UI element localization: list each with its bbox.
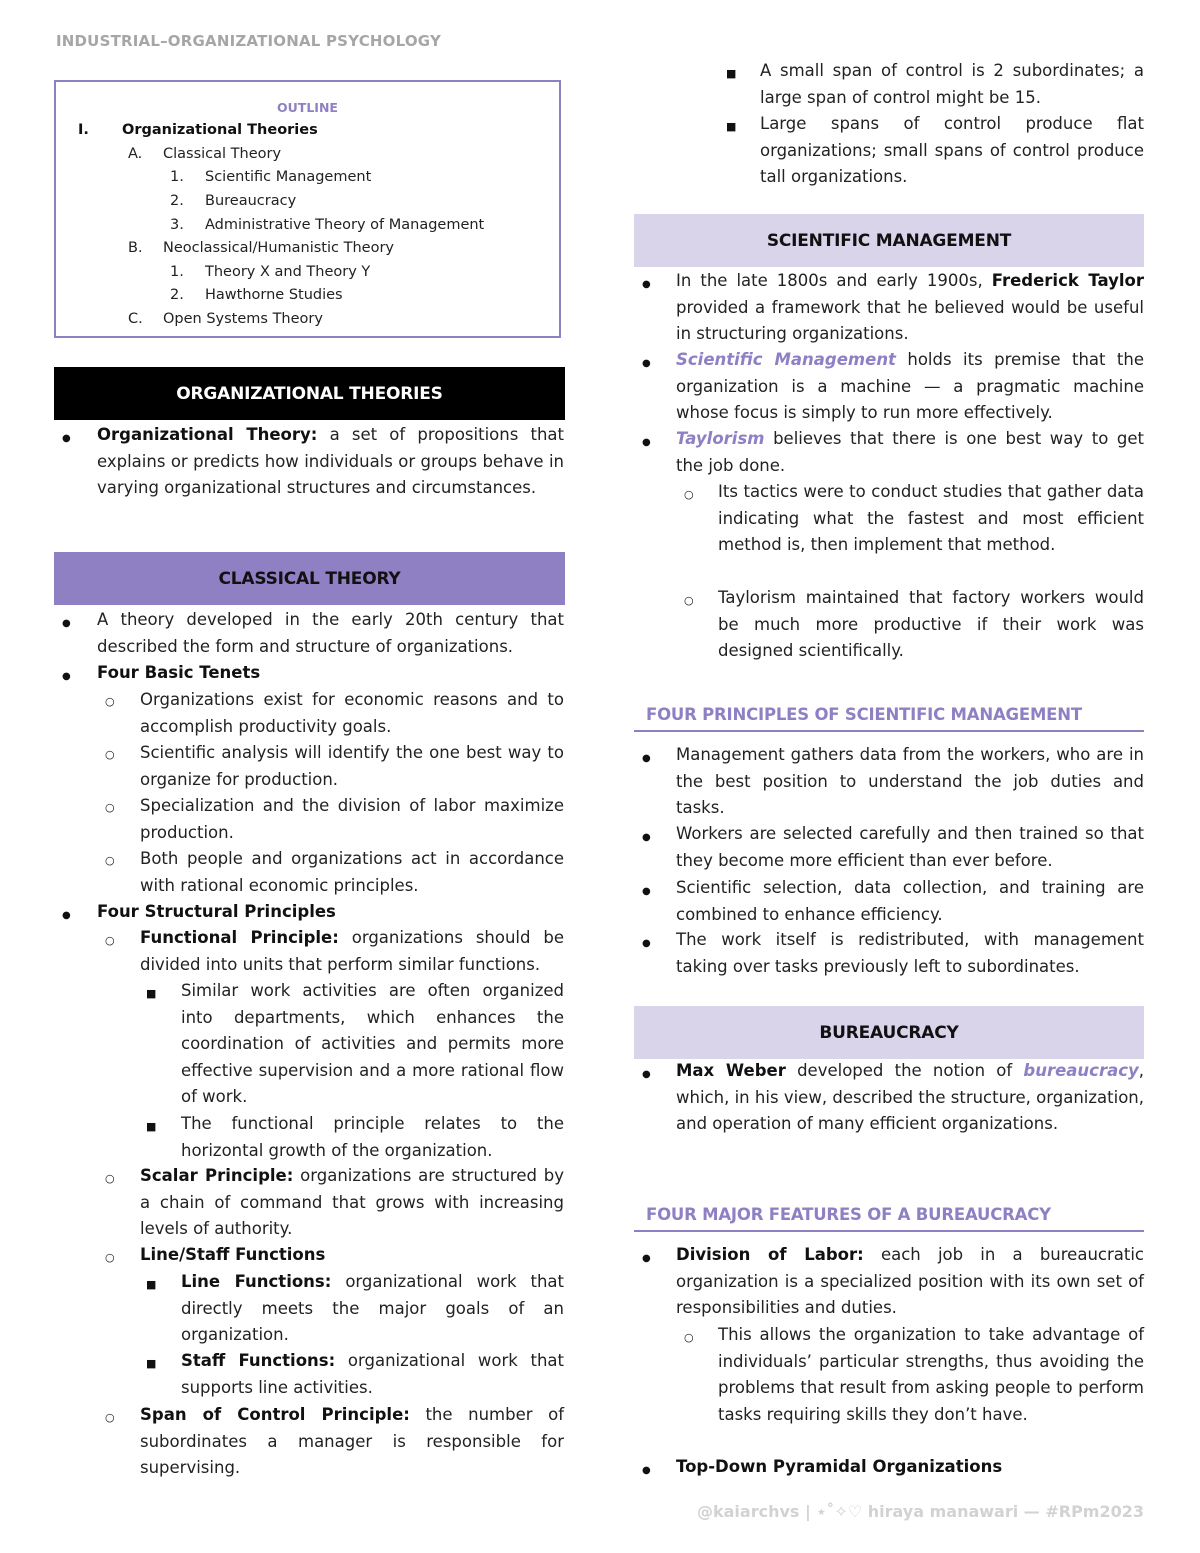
tenet-item: Scientific analysis will identify the one best way to organize for production. xyxy=(140,743,564,789)
span-sub-item: Large spans of control produce flat organizations; small spans of control produce tall organizations. xyxy=(760,114,1144,187)
division-of-labor: Division of Labor: each job in a bureaucratic organization is a specialized position with its own set of responsibilities and duties. xyxy=(676,1245,1144,1318)
taylorism: Taylorism believes that there is one best way to get the job done. xyxy=(676,429,1144,475)
tenet-item: Specialization and the division of labor maximize production. xyxy=(140,796,564,842)
bullet-circle xyxy=(684,592,694,608)
bullet-dot xyxy=(642,1065,651,1081)
principle-item: Management gathers data from the workers, who are in the best position to understand the job duties and tasks. xyxy=(676,745,1144,818)
page-header: INDUSTRIAL–ORGANIZATIONAL PSYCHOLOGY xyxy=(56,32,442,50)
outline-title: OUTLINE xyxy=(277,100,338,115)
functional-sub-item: The functional principle relates to the horizontal growth of the organization. xyxy=(181,1114,564,1160)
outline-box: OUTLINE I. Organizational Theories A. Classical Theory 1. Scientific Management 2. Bureaucracy 3. Administrative Theory of Management B. Neoclassical/Humanistic Theory 1. Theory X and Theory Y 2. Hawthorne Studies C. Open Systems Theory xyxy=(54,80,561,338)
bullet-dot xyxy=(62,667,71,683)
bullet-circle xyxy=(105,932,115,948)
bullet-square xyxy=(146,1276,156,1292)
bullet-dot xyxy=(642,354,651,370)
bullet-square xyxy=(146,1355,156,1371)
bullet-dot xyxy=(642,275,651,291)
bullet-square xyxy=(726,65,736,81)
org-theory-definition: Organizational Theory: a set of propositions that explains or predicts how individuals or groups behave in varying organizational structures and circumstances. xyxy=(97,425,564,498)
bullet-dot xyxy=(62,614,71,630)
bullet-square xyxy=(146,1118,156,1134)
bullet-square xyxy=(726,118,736,134)
bullet-dot xyxy=(642,1249,651,1265)
bullet-dot xyxy=(642,828,651,844)
bullet-circle xyxy=(105,746,115,762)
scientific-management-premise: Scientific Management holds its premise that the organization is a machine — a pragmatic machine whose focus is simply to run more effectively. xyxy=(676,350,1144,423)
tenets-label: Four Basic Tenets xyxy=(97,663,261,682)
weber-bureaucracy: Max Weber developed the notion of bureaucracy, which, in his view, described the structure, organization, and operation of many efficient organizations. xyxy=(676,1061,1144,1134)
bullet-circle xyxy=(105,1249,115,1265)
bullet-square xyxy=(146,985,156,1001)
bullet-circle xyxy=(105,1409,115,1425)
classical-intro: A theory developed in the early 20th century that described the form and structure of organizations. xyxy=(97,610,564,656)
taylorism-sub-item: Taylorism maintained that factory workers would be much more productive if their work was designed scientifically. xyxy=(718,588,1144,661)
bullet-circle xyxy=(105,1170,115,1186)
taylorism-sub-item: Its tactics were to conduct studies that gather data indicating what the fastest and most efficient method is, then implement that method. xyxy=(718,482,1144,555)
bullet-circle xyxy=(105,799,115,815)
page-footer: @kaiarchvs | ⋆˚✧♡ hiraya manawari — #RPm2023 xyxy=(696,1502,1144,1521)
bullet-dot xyxy=(62,429,71,445)
bureaucracy-banner: BUREAUCRACY xyxy=(634,1006,1144,1059)
bullet-circle xyxy=(684,1329,694,1345)
four-principles-heading: FOUR PRINCIPLES OF SCIENTIFIC MANAGEMENT xyxy=(634,705,1144,732)
bullet-circle xyxy=(684,486,694,502)
functional-principle: Functional Principle: organizations should be divided into units that perform similar functions. xyxy=(140,928,564,974)
line-staff-label: Line/Staff Functions xyxy=(140,1245,326,1264)
principle-item: Scientific selection, data collection, and training are combined to enhance efficiency. xyxy=(676,878,1144,924)
scientific-management-banner: SCIENTIFIC MANAGEMENT xyxy=(634,214,1144,267)
structural-label: Four Structural Principles xyxy=(97,902,336,921)
functional-sub-item: Similar work activities are often organized into departments, which enhances the coordination of activities and permits more effective supervision and a more rational flow of work. xyxy=(181,981,564,1107)
line-functions: Line Functions: organizational work that directly meets the major goals of an organization. xyxy=(181,1272,564,1345)
bullet-dot xyxy=(642,433,651,449)
tenet-item: Organizations exist for economic reasons and to accomplish productivity goals. xyxy=(140,690,564,736)
taylor-framework: In the late 1800s and early 1900s, Frederick Taylor provided a framework that he believed would be useful in structuring organizations. xyxy=(676,271,1144,344)
bullet-dot xyxy=(62,906,71,922)
tenet-item: Both people and organizations act in accordance with rational economic principles. xyxy=(140,849,564,895)
principle-item: Workers are selected carefully and then trained so that they become more efficient than ever before. xyxy=(676,824,1144,870)
division-sub-item: This allows the organization to take advantage of individuals’ particular strengths, thus avoiding the problems that result from asking people to perform tasks requiring skills they don’t have. xyxy=(718,1325,1144,1424)
bullet-circle xyxy=(105,693,115,709)
staff-functions: Staff Functions: organizational work that supports line activities. xyxy=(181,1351,564,1397)
scalar-principle: Scalar Principle: organizations are structured by a chain of command that grows with increasing levels of authority. xyxy=(140,1166,565,1239)
top-down-label: Top-Down Pyramidal Organizations xyxy=(676,1457,1003,1476)
org-theories-banner: ORGANIZATIONAL THEORIES xyxy=(54,367,565,420)
bullet-dot xyxy=(642,882,651,898)
bureaucracy-features-heading: FOUR MAJOR FEATURES OF A BUREAUCRACY xyxy=(634,1205,1144,1232)
bullet-dot xyxy=(642,934,651,950)
span-of-control: Span of Control Principle: the number of subordinates a manager is responsible for supervising. xyxy=(140,1405,564,1478)
bullet-dot xyxy=(642,1461,651,1477)
classical-theory-banner: CLASSICAL THEORY xyxy=(54,552,565,605)
principle-item: The work itself is redistributed, with management taking over tasks previously left to subordinates. xyxy=(676,930,1144,976)
bullet-dot xyxy=(642,749,651,765)
bullet-circle xyxy=(105,852,115,868)
span-sub-item: A small span of control is 2 subordinates; a large span of control might be 15. xyxy=(760,61,1144,107)
